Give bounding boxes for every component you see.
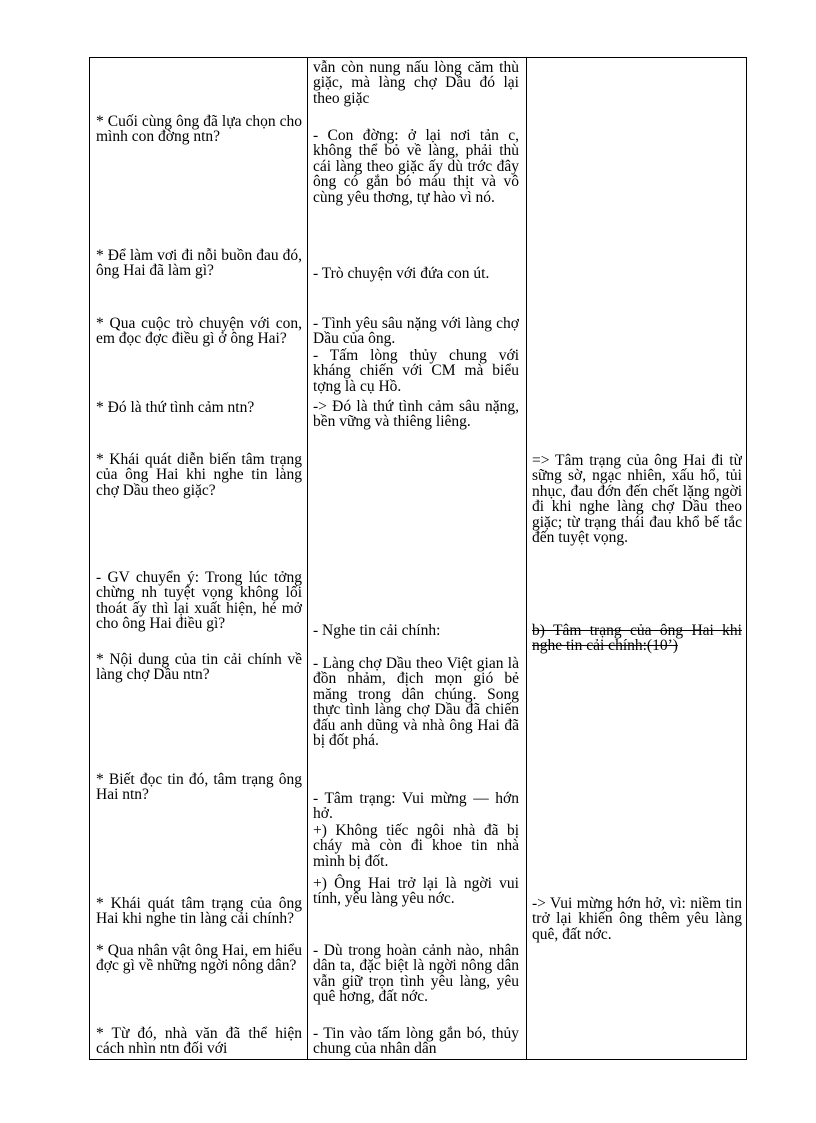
answer-text: +) Không tiếc ngôi nhà đã bị cháy mà còn đi khoe tin nhà mình bị đốt. <box>313 822 519 870</box>
answer-text: - Tâm trạng: Vui mừng — hớn hở. <box>313 790 519 823</box>
answer-text: vẫn còn nung nấu lòng căm thù giặc, mà làng chợ Dầu đó lại theo giặc <box>313 59 519 107</box>
answer-text: - Tấm lòng thủy chung với kháng chiến với CM mà biểu tợng là cụ Hồ. <box>313 347 519 395</box>
answer-text: - Dù trong hoàn cảnh nào, nhân dân ta, đặc biệt là ngời nông dân vẫn giữ trọn tình yêu làng, yêu quê hơng, đất nớc. <box>313 942 519 1006</box>
section-heading: b) Tâm trạng của ông Hai khi nghe tin cải chính:(10’) <box>532 622 742 655</box>
question-text: * Khái quát tâm trạng của ông Hai khi nghe tin làng cải chính? <box>96 895 302 928</box>
question-text: * Từ đó, nhà văn đã thể hiện cách nhìn ntn đối với <box>96 1025 302 1058</box>
lesson-table <box>89 57 747 1060</box>
answer-text: -> Đó là thứ tình cảm sâu nặng, bền vững và thiêng liêng. <box>313 398 519 431</box>
answer-text: +) Ông Hai trở lại là ngời vui tính, yêu làng yêu nớc. <box>313 875 519 908</box>
answer-text: - Trò chuyện với đứa con út. <box>313 265 490 282</box>
column-divider <box>526 58 527 1059</box>
answer-text: - Tình yêu sâu nặng với làng chợ Dầu của ông. <box>313 315 519 348</box>
question-text: * Qua cuộc trò chuyện với con, em đọc đợc điều gì ở ông Hai? <box>96 315 302 348</box>
questions-column <box>96 58 302 1059</box>
notes-column <box>532 58 742 1059</box>
answer-text: - Làng chợ Dầu theo Việt gian là đồn nhảm, địch mọn gió bẻ măng trong dân chúng. Song thực tình làng chợ Dầu đã chiến đấu anh dũng và nhà ông Hai đã bị đốt phá. <box>313 655 519 750</box>
answers-column <box>313 58 519 1059</box>
question-text: * Qua nhân vật ông Hai, em hiểu đợc gì về những ngời nông dân? <box>96 942 302 975</box>
question-text: * Nội dung của tin cải chính về làng chợ Dầu ntn? <box>96 651 302 684</box>
column-divider <box>307 58 308 1059</box>
question-text: * Đó là thứ tình cảm ntn? <box>96 399 255 416</box>
question-text: - GV chuyển ý: Trong lúc tởng chừng nh tuyệt vọng không lối thoát ấy thì lại xuất hiện, hé mở cho ông Hai điều gì? <box>96 569 302 633</box>
question-text: * Khái quát diễn biến tâm trạng của ông Hai khi nghe tin làng chợ Dầu theo giặc? <box>96 451 302 499</box>
answer-text: - Con đờng: ở lại nơi tản c, không thể bỏ về làng, phải thù cái làng theo giặc ấy dù trớc đây ông có gắn bó máu thịt và vô cùng yêu thơng, tự hào vì nó. <box>313 127 519 206</box>
question-text: * Biết đọc tin đó, tâm trạng ông Hai ntn? <box>96 771 302 804</box>
note-text: => Tâm trạng của ông Hai đi từ sững sờ, ngạc nhiên, xấu hổ, tủi nhục, đau đớn đến chết lặng ngời đi khi nghe làng chợ Dầu theo giặc; từ trạng thái đau khổ bế tắc đến tuyệt vọng. <box>532 452 742 547</box>
note-text: -> Vui mừng hớn hở, vì: niềm tin trở lại khiến ông thêm yêu làng quê, đất nớc. <box>532 895 742 943</box>
question-text: * Để làm vơi đi nỗi buồn đau đó, ông Hai đã làm gì? <box>96 247 302 280</box>
question-text: * Cuối cùng ông đã lựa chọn cho mình con đờng ntn? <box>96 113 302 146</box>
answer-text: - Tin vào tấm lòng gắn bó, thủy chung của nhân dân <box>313 1025 519 1058</box>
answer-text: - Nghe tin cải chính: <box>313 622 441 639</box>
